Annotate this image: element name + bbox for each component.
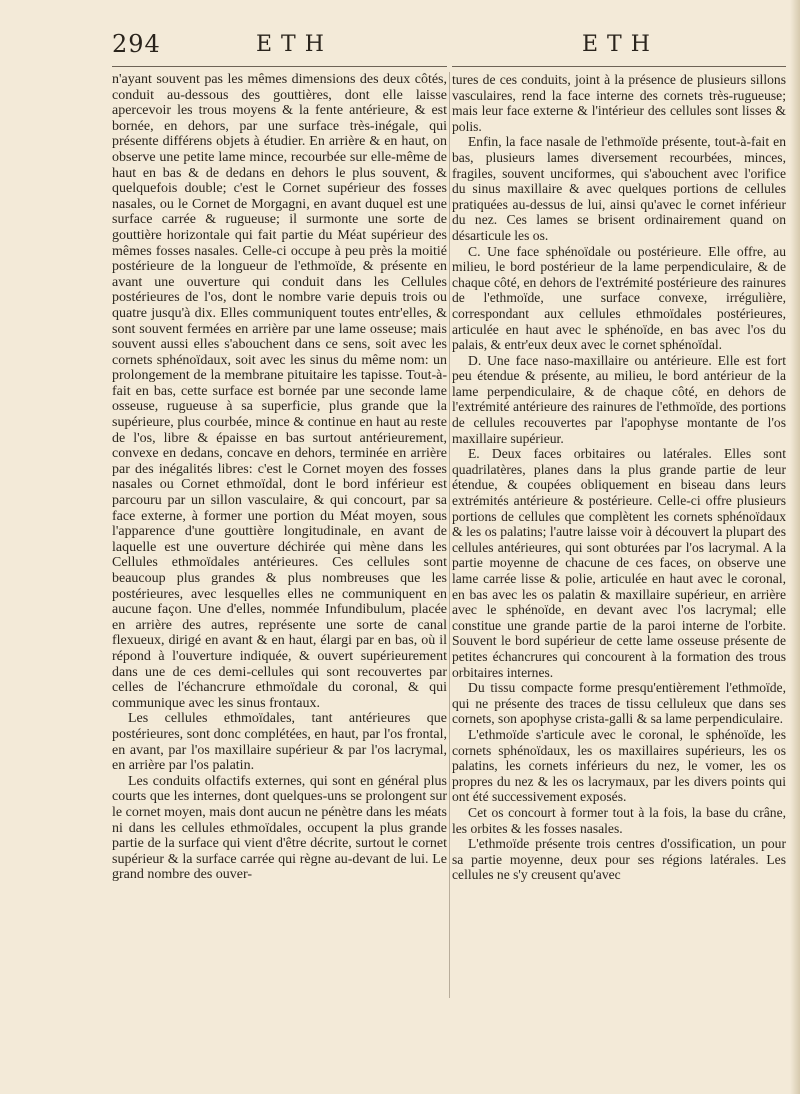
paragraph: n'ayant souvent pas les mêmes dimensions des deux côtés, conduit au-dessous des gouttières, dont elle laisse apercevoir les trous moyens & la fente antérieure, & est bornée, en dehors, par une surface très-inégale, qui présente différens objets à étudier. En arrière & en haut, on observe une petite lame mince, recourbée sur elle-même de haut en bas & de dedans en dehors le plus souvent, & quelquefois double; c'est le Cornet supérieur des fosses nasales, ou le Cornet de Morgagni, en avant duquel est une surface carrée & rugueuse; il surmonte une sorte de gouttière horizontale qui fait partie du Méat supérieur des mêmes fosses nasales. Celle-ci occupe à peu près la moitié postérieure de la longueur de l'ethmoïde, & présente en avant une ouverture qui conduit dans les Cellules postérieures de l'os, dont le nombre varie depuis trois ou quatre jusqu'à dix. Elles communiquent toutes entr'elles, & sont souvent fermées en arrière par une lame osseuse; mais souvent aussi elles s'abouchent dans ce sens, soit avec les cornets sphénoïdaux, soit avec les sinus du même nom: un prolongement de la membrane pituitaire les tapisse. Tout-à-fait en bas, cette surface est bornée par une seconde lame osseuse, rugueuse à sa superficie, plus grande que la supérieure, plus courbée, mince & continue en haut au reste de l'os, libre & épaisse en bas surtout antérieurement, convexe en dedans, concave en dehors, terminée en arrière par des inégalités libres: c'est le Cornet moyen des fosses nasales ou Cornet ethmoïdal, dont le bord inférieur est parcouru par un sillon vasculaire, & qui concourt, par sa face externe, à former une portion du Méat moyen, sous l'apparence d'une gouttière longitudinale, en avant de laquelle est une ouverture déchirée qui mène dans les Cellules ethmoïdales antérieures. Ces cellules sont beaucoup plus grandes & plus nombreuses que les postérieures, avec lesquelles elles ne communiquent en aucune façon. Une d'elles, nommée Infundibulum, placée en arrière des autres, représente une sorte de canal flexueux, dirigé en avant & en haut, élargi par en bas, où il répond à l'ouverture indiquée, & ouvert supérieurement dans une de ces demi-cellules qui sont recouvertes par celles de l'échancrure ethmoïdale du coronal, & qui communique avec les sinus frontaux. — [112, 72, 447, 711]
running-head-right: ETH — [582, 32, 659, 57]
header-rule-left — [112, 66, 447, 67]
paragraph: Les conduits olfactifs externes, qui sont en général plus courts que les internes, dont quelques-uns se prolongent sur le cornet moyen, mais dont aucun ne pénètre dans les méats ni dans les cellules ethmoïdales, occupent la plus grande partie de la surface qui vient d'être décrite, surtout le cornet supérieur & la surface carrée qui règne au-devant de lui. Le grand nombre des ouver- — [112, 773, 447, 883]
paragraph: Les cellules ethmoïdales, tant antérieures que postérieures, sont donc complétées, en haut, par l'os frontal, en avant, par l'os maxillaire supérieur & par l'os lacrymal, en arrière par l'os palatin. — [112, 711, 447, 774]
paragraph: Enfin, la face nasale de l'ethmoïde présente, tout-à-fait en bas, plusieurs lames diversement recourbées, minces, fragiles, souvent unciformes, qui s'abouchent avec l'orifice du sinus maxillaire & avec quelques portions de cellules pratiquées au-dessus de lui, ainsi qu'avec le cornet inférieur du nez. Ces lames se brisent ordinairement quand on désarticule les os. — [452, 134, 786, 243]
paragraph: L'ethmoïde s'articule avec le coronal, le sphénoïde, les cornets sphénoïdaux, les os maxillaires supérieurs, les os palatins, les cornets inférieurs du nez, le vomer, les os propres du nez & les os lacrymaux, par les divers points qui ont été successivement exposés. — [452, 726, 786, 805]
paragraph: Cet os concourt à former tout à la fois, la base du crâne, les orbites & les fosses nasales. — [452, 804, 786, 836]
page-header — [112, 30, 776, 70]
paragraph: Du tissu compacte forme presqu'entièrement l'ethmoïde, qui ne présente des traces de tissu celluleux que dans ses cornets, son apophyse crista-galli & sa lame perpendiculaire. — [452, 680, 786, 727]
left-text-column — [112, 72, 447, 883]
running-head-left: ETH — [256, 32, 333, 57]
paragraph: L'ethmoïde présente trois centres d'ossification, un pour sa partie moyenne, deux pour ses régions latérales. Les cellules ne s'y creusent qu'avec — [452, 836, 786, 883]
paragraph: C. Une face sphénoïdale ou postérieure. Elle offre, au milieu, le bord postérieur de la lame perpendiculaire, & de chaque côté, en dehors de l'extrémité postérieure des rainures de l'ethmoïde, une surface convexe, irrégulière, correspondant aux cellules ethmoïdales postérieures, articulée en haut avec le sphénoïde, en bas avec l'os du palais, & entr'eux deux avec le cornet sphénoïdal. — [452, 243, 786, 353]
column-divider — [449, 72, 450, 998]
page-number: 294 — [112, 30, 161, 58]
header-rule-right — [452, 66, 786, 67]
paragraph: E. Deux faces orbitaires ou latérales. Elles sont quadrilatères, planes dans la plus grande partie de leur étendue, & coupées obliquement en biseau dans leurs extrémités antérieure & postérieure. Celle-ci offre plusieurs portions de cellules que complètent les cornets sphénoïdaux & les os palatins; l'autre laisse voir à découvert la plupart des cellules antérieures, qui sont obturées par l'os lacrymal. A la partie moyenne de chacune de ces faces, on observe une lame carrée lisse & polie, articulée en haut avec le coronal, en bas avec les os palatin & maxillaire supérieur, en arrière avec le sphénoïde, en devant avec l'os lacrymal; elle constitue une grande partie de la paroi interne de l'orbite. Souvent le bord supérieur de cette lame osseuse présente de petites échancrures qui concourent à la formation des trous orbitaires internes. — [452, 446, 786, 680]
paragraph: D. Une face naso-maxillaire ou antérieure. Elle est fort peu étendue & présente, au milieu, le bord antérieur de la lame perpendiculaire, & de chaque côté, en dehors de l'extrémité antérieure des rainures de l'ethmoïde, des portions de cellules recouvertes par l'apophyse montante de l'os maxillaire supérieur. — [452, 352, 786, 446]
paragraph: tures de ces conduits, joint à la présence de plusieurs sillons vasculaires, rend la face interne des cornets très-rugueuse; mais leur face externe & l'intérieur des cellules sont lisses & polis. — [452, 72, 786, 134]
right-text-column — [452, 72, 786, 883]
page-edge-shadow — [790, 0, 800, 1094]
